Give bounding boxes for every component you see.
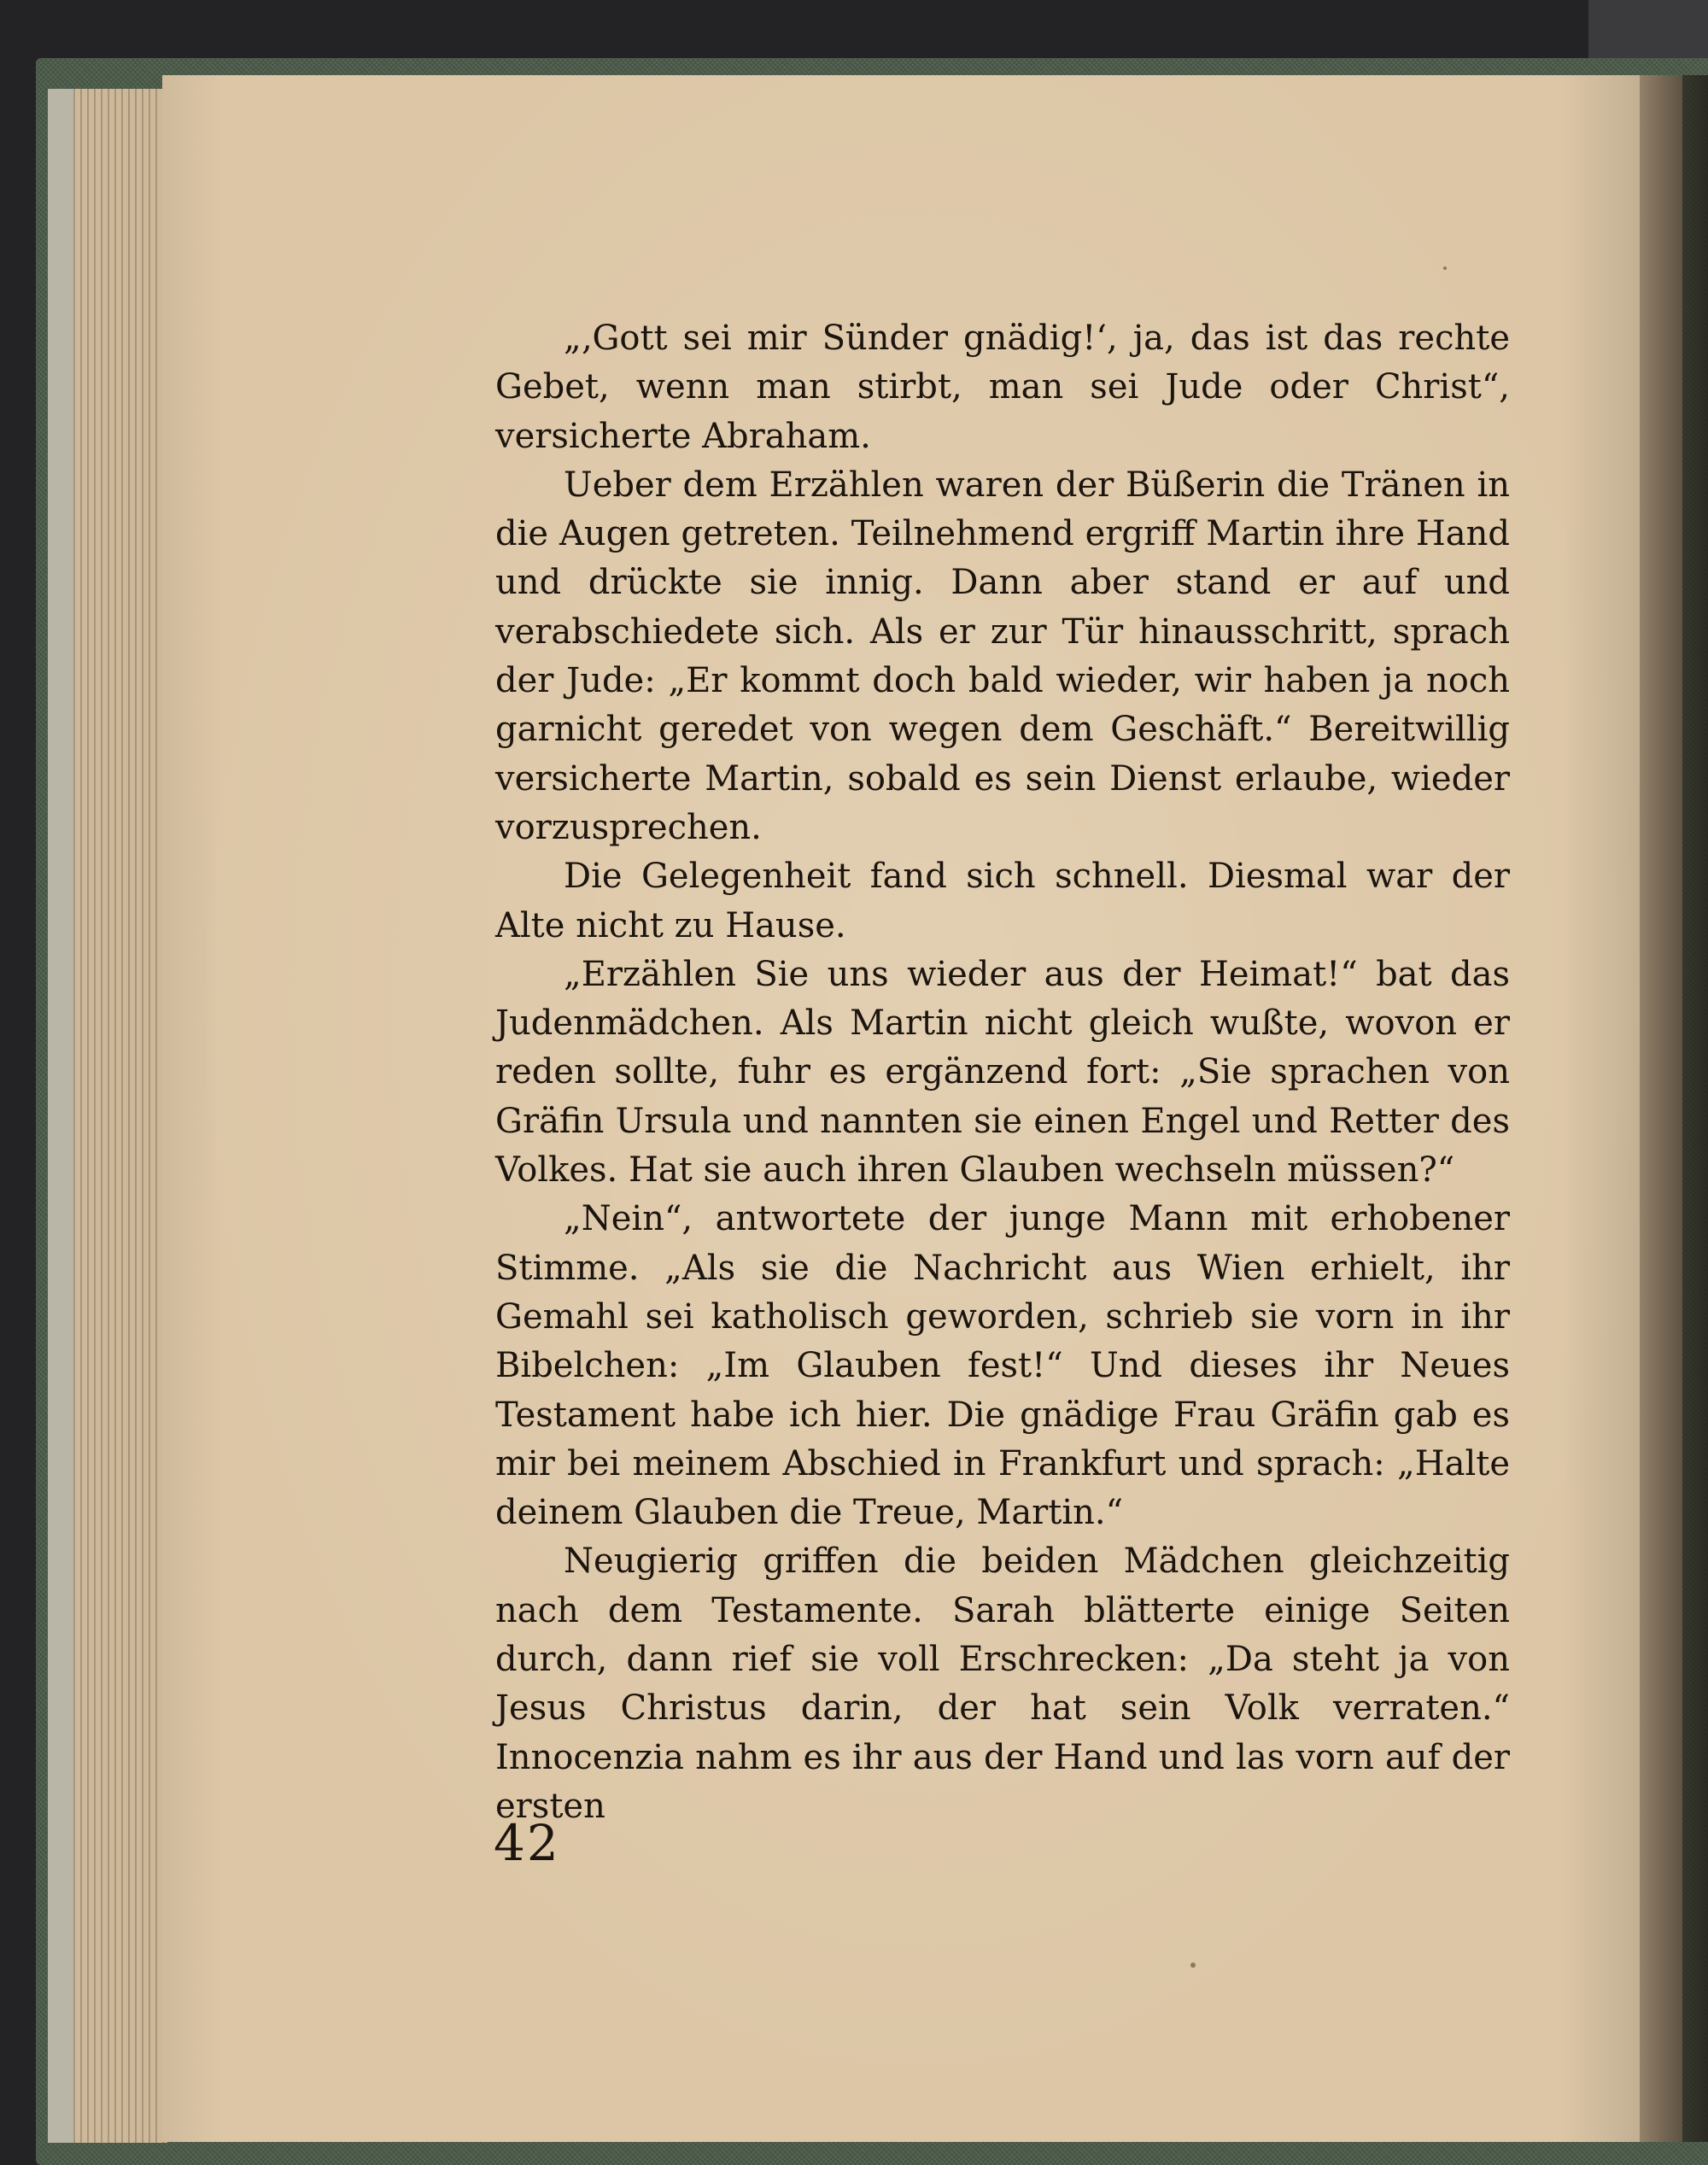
paragraph: „Erzählen Sie uns wieder aus der Heimat!“ bat das Judenmädchen. Als Martin nicht gleich wußte, wovon er reden sollte, fuhr es ergänzend fort: „Sie sprachen von Gräfin Ursula und nannten sie einen Engel und Retter des Volkes. Hat sie auch ihren Glauben wechseln müssen?“ bbox=[495, 954, 1510, 1191]
paragraph: „‚Gott sei mir Sünder gnädig!‘, ja, das ist das rechte Gebet, wenn man stirbt, man sei Jude oder Christ“, versicherte Abraham. bbox=[495, 319, 1510, 456]
paragraph: Die Gelegenheit fand sich schnell. Diesmal war der Alte nicht zu Hause. bbox=[495, 857, 1510, 945]
page-edge-highlight bbox=[48, 89, 73, 2143]
paragraph: „Nein“, antwortete der junge Mann mit erhobener Stimme. „Als sie die Nachricht aus Wien erhielt, ihr Gemahl sei katholisch geworden, schrieb sie vorn in ihr Bibelchen: „Im Glauben fest!“ Und dieses ihr Neues Testament habe ich hier. Die gnädige Frau Gräfin gab es mir bei meinem Abschied in Frankfurt und sprach: „Halte deinem Glauben die Treue, Martin.“ bbox=[495, 1199, 1510, 1533]
paper-speck bbox=[1443, 266, 1447, 270]
paper-speck bbox=[1190, 1963, 1196, 1968]
page-text bbox=[495, 314, 1510, 1831]
page-gutter bbox=[1640, 75, 1708, 2142]
paragraph: Ueber dem Erzählen waren der Büßerin die Tränen in die Augen getreten. Teilnehmend ergriff Martin ihre Hand und drückte sie innig. Dann aber stand er auf und verabschiedete sich. Als er zur Tür hinausschritt, sprach der Jude: „Er kommt doch bald wieder, wir haben ja noch garnicht geredet von wegen dem Geschäft.“ Bereitwillig versicherte Martin, sobald es sein Dienst erlaube, wieder vorzusprechen. bbox=[495, 465, 1510, 847]
paragraph: Neugierig griffen die beiden Mädchen gleichzeitig nach dem Testamente. Sarah blätterte einige Seiten durch, dann rief sie voll Erschrecken: „Da steht ja von Jesus Christus darin, der hat sein Volk verraten.“ Innocenzia nahm es ihr aus der Hand und las vorn auf der ersten bbox=[495, 1542, 1510, 1826]
page-number: 42 bbox=[494, 1814, 560, 1872]
